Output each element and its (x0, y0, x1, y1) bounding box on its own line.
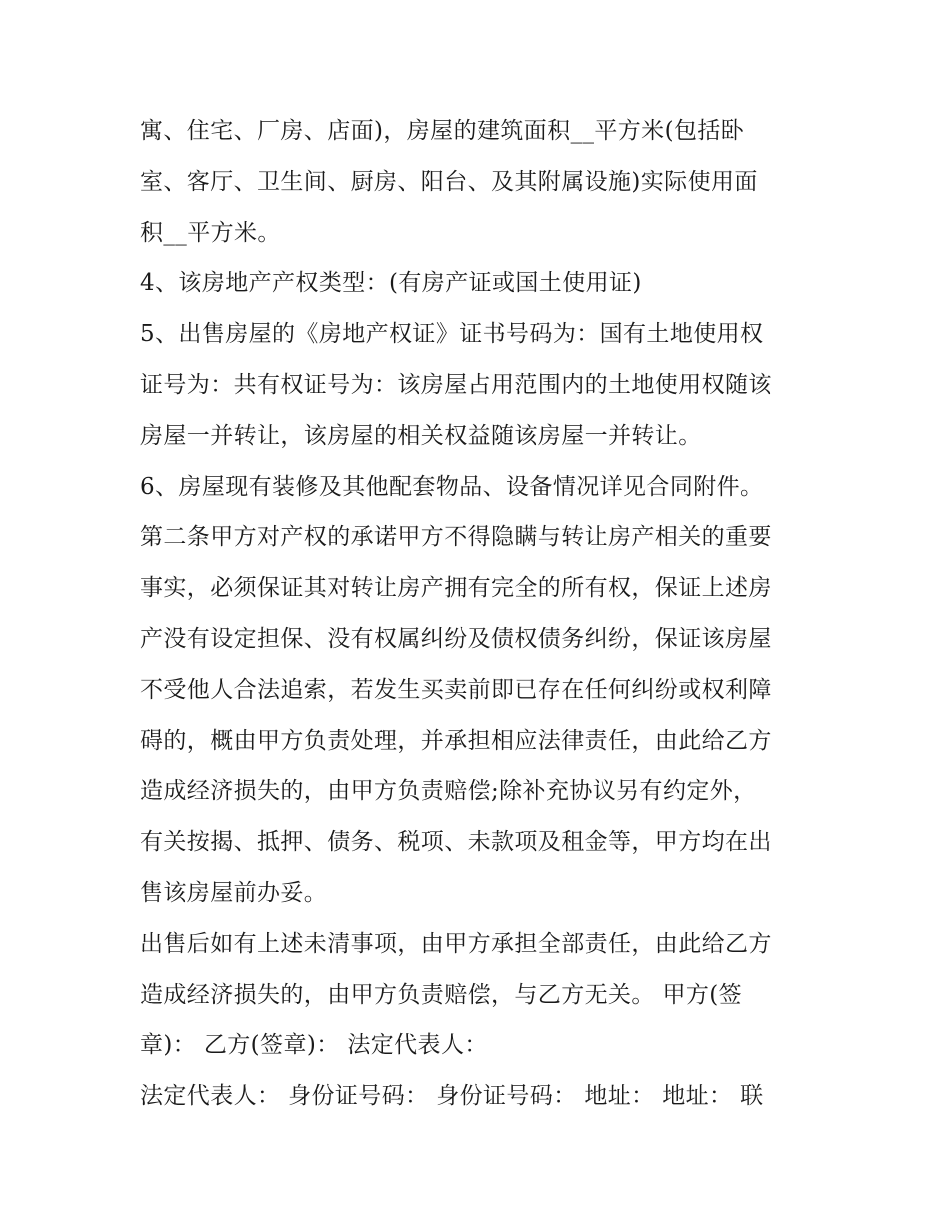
text-line: 积__平方米。 (140, 219, 281, 246)
text-line: 章)： 乙方(签章)： 法定代表人： (140, 1032, 488, 1059)
text-line: 不受他人合法追索，若发生买卖前即已存在任何纠纷或权利障 (140, 676, 772, 703)
text-line: 有关按揭、抵押、债务、税项、未款项及租金等，甲方均在出 (140, 829, 772, 856)
text-line: 产没有设定担保、没有权属纠纷及债权债务纠纷，保证该房屋 (140, 625, 772, 652)
text-line: 法定代表人： 身份证号码： 身份证号码： 地址： 地址： 联 (140, 1083, 764, 1110)
text-line: 寓、住宅、厂房、店面)，房屋的建筑面积__平方米(包括卧 (140, 118, 745, 144)
text-line: 第二条甲方对产权的承诺甲方不得隐瞒与转让房产相关的重要 (140, 524, 772, 551)
text-line: 造成经济损失的，由甲方负责赔偿，与乙方无关。 甲方(签 (140, 981, 743, 1008)
text-line: 6、房屋现有装修及其他配套物品、设备情况详见合同附件。 (140, 473, 764, 500)
text-line: 出售后如有上述未清事项，由甲方承担全部责任，由此给乙方 (140, 930, 772, 957)
text-line: 造成经济损失的，由甲方负责赔偿;除补充协议另有约定外， (140, 778, 757, 805)
text-line: 碍的，概由甲方负责处理，并承担相应法律责任，由此给乙方 (140, 727, 772, 754)
text-line: 房屋一并转让，该房屋的相关权益随该房屋一并转让。 (140, 422, 702, 449)
text-line: 证号为：共有权证号为：该房屋占用范围内的土地使用权随该 (140, 371, 772, 398)
text-line: 5、出售房屋的《房地产权证》证书号码为：国有土地使用权 (140, 321, 764, 348)
text-line: 售该房屋前办妥。 (140, 879, 328, 906)
text-line: 室、客厅、卫生间、厨房、阳台、及其附属设施)实际使用面 (140, 168, 758, 195)
text-line: 事实，必须保证其对转让房产拥有完全的所有权，保证上述房 (140, 575, 772, 602)
contract-text (140, 106, 820, 1122)
text-line: 4、该房地产产权类型：(有房产证或国土使用证) (140, 270, 642, 297)
